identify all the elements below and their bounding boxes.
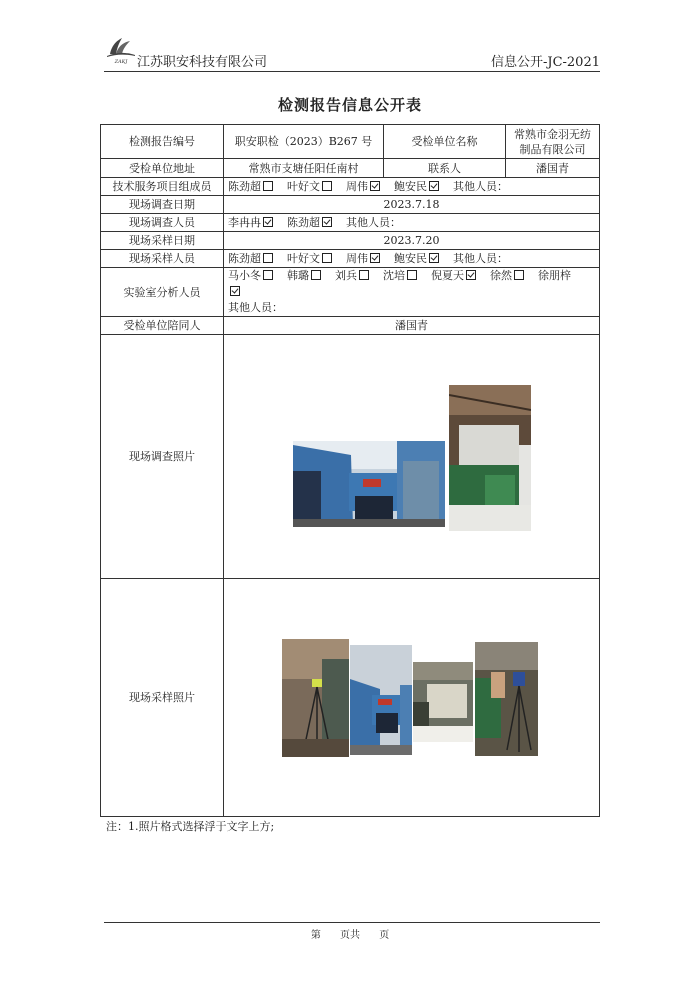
checked-checkbox[interactable] — [370, 253, 380, 263]
survey-photo-building — [293, 441, 445, 527]
person-entry — [228, 216, 275, 229]
contact-label: 联系人 — [384, 159, 506, 178]
surveyor-list — [228, 216, 346, 229]
unchecked-checkbox[interactable] — [263, 253, 273, 263]
sample-date-label: 现场采样日期 — [101, 232, 224, 250]
table-row — [101, 579, 600, 817]
footnote: 注：1.照片格式选择浮于文字上方; — [106, 820, 275, 833]
unchecked-checkbox[interactable] — [311, 270, 321, 280]
person-entry — [346, 180, 382, 193]
person-name: 刘兵 — [335, 269, 357, 282]
person-name: 徐朋梓 — [538, 269, 571, 282]
person-name: 沈培 — [383, 269, 405, 282]
person-name: 陈劲超 — [287, 216, 320, 229]
lab-label: 实验室分析人员 — [101, 268, 224, 317]
others-label: 其他人员： — [453, 252, 508, 265]
person-name: 徐然 — [490, 269, 512, 282]
unchecked-checkbox[interactable] — [263, 270, 273, 280]
sample-photo-device-2 — [475, 642, 538, 756]
surveyors-label: 现场调查人员 — [101, 214, 224, 232]
person-name: 鲍安民 — [394, 180, 427, 193]
footer-divider — [104, 922, 600, 923]
person-entry — [335, 269, 371, 282]
person-entry — [346, 252, 382, 265]
sample-photo-cell — [224, 579, 600, 817]
sample-photo-building — [350, 645, 412, 755]
checked-checkbox[interactable] — [370, 181, 380, 191]
person-name: 李冉冉 — [228, 216, 261, 229]
lab-list — [228, 269, 571, 298]
table-row — [101, 232, 600, 250]
samplers — [224, 250, 600, 268]
document-code: 信息公开-JC-2021 — [490, 55, 600, 70]
table-row — [101, 159, 600, 178]
checked-checkbox[interactable] — [466, 270, 476, 280]
others-label: 其他人员： — [453, 180, 508, 193]
footer-page: 第 — [310, 930, 321, 941]
page-header — [104, 30, 600, 72]
footer-end: 页 — [379, 930, 390, 941]
table-row — [101, 335, 600, 579]
person-name: 周伟 — [346, 180, 368, 193]
sample-date-value: 2023.7.20 — [224, 232, 600, 250]
person-entry — [228, 180, 275, 193]
person-name: 倪夏天 — [431, 269, 464, 282]
footer-of: 页共 — [340, 930, 360, 941]
unchecked-checkbox[interactable] — [322, 253, 332, 263]
page-footer — [0, 926, 700, 941]
person-entry — [431, 269, 478, 282]
person-name: 韩璐 — [287, 269, 309, 282]
person-entry — [383, 269, 419, 282]
lab-analysts — [224, 268, 600, 317]
person-name: 鲍安民 — [394, 252, 427, 265]
person-entry — [287, 269, 323, 282]
checked-checkbox[interactable] — [263, 217, 273, 227]
person-entry — [394, 252, 441, 265]
table-row — [101, 250, 600, 268]
table-row — [101, 178, 600, 196]
escort-value: 潘国青 — [224, 317, 600, 335]
person-entry — [228, 269, 275, 282]
unchecked-checkbox[interactable] — [263, 181, 273, 191]
unit-name-label: 受检单位名称 — [384, 125, 506, 159]
survey-photo-cell — [224, 335, 600, 579]
team-label: 技术服务项目组成员 — [101, 178, 224, 196]
person-entry — [287, 216, 334, 229]
unchecked-checkbox[interactable] — [359, 270, 369, 280]
person-name: 叶好文 — [287, 252, 320, 265]
survey-date-label: 现场调查日期 — [101, 196, 224, 214]
team-members — [224, 178, 600, 196]
checked-checkbox[interactable] — [429, 253, 439, 263]
person-entry — [490, 269, 526, 282]
others-label: 其他人员： — [228, 301, 283, 314]
others-label: 其他人员： — [346, 216, 401, 229]
header-divider — [104, 71, 600, 72]
address-value: 常熟市支塘任阳任南村 — [224, 159, 384, 178]
checked-checkbox[interactable] — [429, 181, 439, 191]
table-row — [101, 196, 600, 214]
table-row — [101, 125, 600, 159]
unchecked-checkbox[interactable] — [514, 270, 524, 280]
surveyors — [224, 214, 600, 232]
table-row — [101, 268, 600, 317]
sample-photo-label: 现场采样照片 — [101, 579, 224, 817]
samplers-label: 现场采样人员 — [101, 250, 224, 268]
person-name: 马小冬 — [228, 269, 261, 282]
unit-name-value: 常熟市金羽无纺制品有限公司 — [506, 125, 600, 159]
contact-value: 潘国青 — [506, 159, 600, 178]
survey-photo-interior — [449, 385, 531, 531]
unchecked-checkbox[interactable] — [322, 181, 332, 191]
person-name: 陈劲超 — [228, 252, 261, 265]
survey-date-value: 2023.7.18 — [224, 196, 600, 214]
person-entry — [228, 252, 275, 265]
escort-label: 受检单位陪同人 — [101, 317, 224, 335]
person-name: 陈劲超 — [228, 180, 261, 193]
report-no-value: 职安职检（2023）B267 号 — [224, 125, 384, 159]
company-name: 江苏职安科技有限公司 — [137, 55, 268, 70]
company-logo — [104, 34, 138, 64]
person-name: 叶好文 — [287, 180, 320, 193]
survey-photo-label: 现场调查照片 — [101, 335, 224, 579]
table-row — [101, 214, 600, 232]
sampler-list — [228, 252, 453, 265]
table-row — [101, 317, 600, 335]
sample-photo-device-1 — [282, 639, 349, 757]
logo-text: ZAKJ — [114, 59, 128, 64]
checked-checkbox[interactable] — [322, 217, 332, 227]
info-table — [100, 124, 600, 817]
person-entry — [287, 252, 334, 265]
person-entry — [394, 180, 441, 193]
page-title: 检测报告信息公开表 — [277, 96, 422, 114]
report-no-label: 检测报告编号 — [101, 125, 224, 159]
sample-photo-workshop — [413, 662, 473, 742]
address-label: 受检单位地址 — [101, 159, 224, 178]
person-name: 周伟 — [346, 252, 368, 265]
checked-checkbox[interactable] — [230, 286, 240, 296]
person-entry — [287, 180, 334, 193]
team-list — [228, 180, 453, 193]
unchecked-checkbox[interactable] — [407, 270, 417, 280]
